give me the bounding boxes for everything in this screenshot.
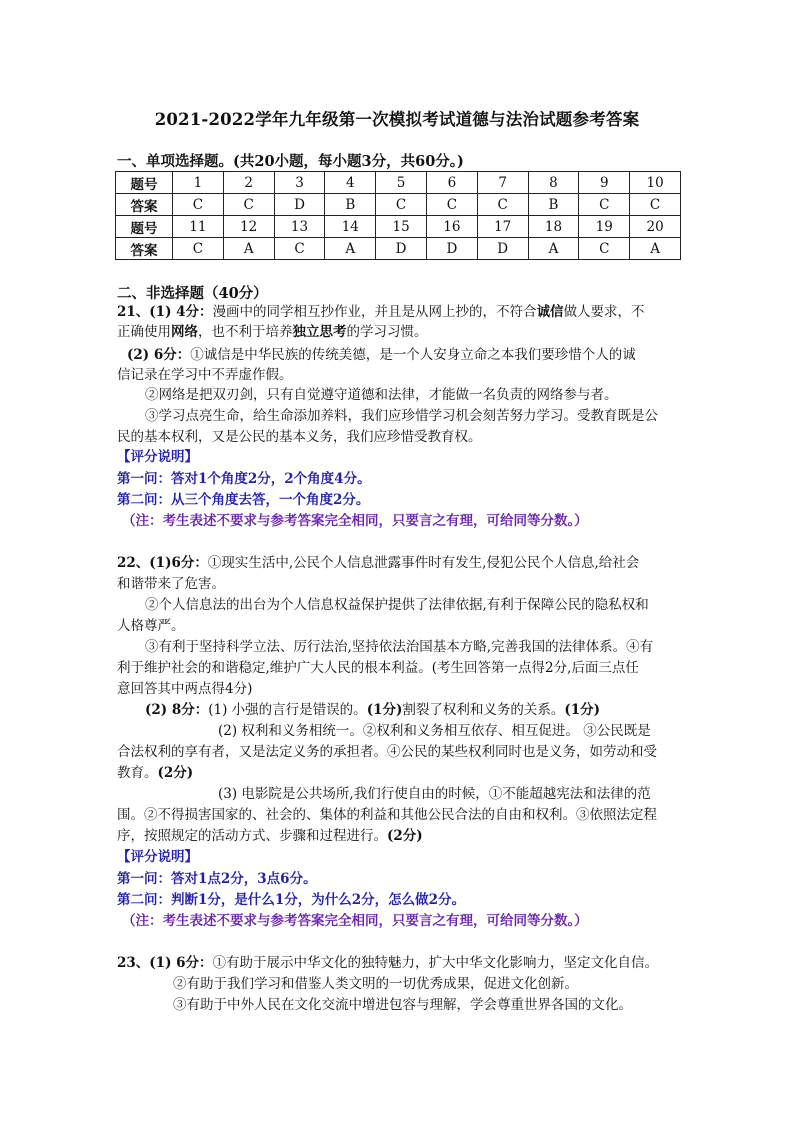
table-cell: 13: [274, 216, 325, 238]
table-cell: C: [274, 238, 325, 260]
table-cell: A: [528, 238, 579, 260]
table-cell: 3: [274, 172, 325, 194]
table-cell: D: [274, 194, 325, 216]
table-cell: 8: [528, 172, 579, 194]
text-span: 正确使用: [117, 324, 171, 340]
text-span: 的学习习惯。: [346, 324, 428, 340]
q22-line: 和谐带来了危害。: [117, 576, 225, 592]
q21-line: 民的基本权利，又是公民的基本义务，我们应珍惜受教育权。: [117, 429, 482, 445]
q21-part2-label: (2) 6分：: [127, 347, 191, 363]
table-cell: A: [223, 238, 274, 260]
table-row: [116, 194, 681, 216]
table-cell: D: [426, 238, 477, 260]
table-cell: C: [477, 194, 528, 216]
q22-line: 人格尊严。: [117, 618, 185, 634]
row-label: 答案: [116, 194, 173, 216]
q22-line: [117, 763, 193, 783]
table-cell: 14: [325, 216, 376, 238]
text-span: 教育。: [117, 765, 158, 781]
table-cell: 4: [325, 172, 376, 194]
table-cell: 15: [376, 216, 427, 238]
table-cell: A: [325, 238, 376, 260]
text-span: ①现实生活中,公民个人信息泄露事件时有发生,侵犯公民个人信息,给社会: [207, 555, 640, 571]
table-cell: C: [579, 194, 630, 216]
table-cell: C: [173, 238, 224, 260]
scoring-note-heading: 【评分说明】: [117, 449, 198, 465]
text-span: 割裂了权利和义务的关系。: [402, 702, 565, 718]
table-cell: 20: [630, 216, 681, 238]
q23-line: [117, 953, 658, 973]
text-span: ①诚信是中华民族的传统美德，是一个人安身立命之本我们要珍惜个人的诚: [190, 347, 636, 363]
q21-line: [117, 302, 645, 322]
table-cell: 7: [477, 172, 528, 194]
table-cell: 12: [223, 216, 274, 238]
text-span: 序，按照规定的活动方式、步骤和过程进行。: [117, 828, 387, 844]
q23-line: ②有助于我们学习和借鉴人类文明的一切优秀成果，促进文化创新。: [173, 976, 578, 992]
scoring-remark: （注：考生表述不要求与参考答案完全相同，只要言之有理，可给同等分数。）: [122, 913, 588, 929]
table-cell: B: [325, 194, 376, 216]
q22-line: 围。②不得损害国家的、社会的、集体的利益和其他公民合法的自由和权利。③依照法定程: [117, 807, 657, 823]
table-row: [116, 216, 681, 238]
table-cell: C: [630, 194, 681, 216]
q22-line: [145, 700, 600, 720]
scoring-note: 第一问：答对1点2分，3点6分。: [117, 871, 317, 887]
section1-heading: 一、单项选择题。(共20小题，每小题3分，共60分。): [117, 153, 464, 170]
q22-line: ②个人信息法的出台为个人信息权益保护提供了法律依据,有利于保障公民的隐私权和: [145, 597, 649, 613]
table-cell: C: [426, 194, 477, 216]
q23-line: ③有助于中外人民在文化交流中增进包容与理解，学会尊重世界各国的文化。: [173, 997, 632, 1013]
q21-line: ③学习点亮生命，给生命添加养料，我们应珍惜学习机会刻苦努力学习。受教育既是公: [145, 408, 658, 424]
q21-part1-label: 21、(1) 4分：: [117, 304, 213, 320]
q23-part1-label: 23、(1) 6分：: [117, 955, 213, 971]
q22-line: 合法权利的享有者，又是法定义务的承担者。④公民的某些权利同时也是义务，如劳动和受: [117, 744, 657, 760]
q22-line: [117, 826, 423, 846]
q22-line: [117, 553, 639, 573]
scoring-note-heading: 【评分说明】: [117, 849, 198, 865]
table-cell: 2: [223, 172, 274, 194]
keyword: 诚信: [536, 304, 564, 320]
score-mark: (2分): [387, 828, 423, 844]
row-label: 答案: [116, 238, 173, 260]
q22-line: (3) 电影院是公共场所,我们行使自由的时候，①不能超越宪法和法律的范: [218, 786, 651, 802]
q21-line: [117, 322, 428, 342]
row-label: 题号: [116, 172, 173, 194]
score-mark: (2分): [157, 765, 194, 781]
table-cell: 9: [579, 172, 630, 194]
table-cell: 10: [630, 172, 681, 194]
table-cell: 6: [426, 172, 477, 194]
table-cell: A: [630, 238, 681, 260]
table-cell: D: [477, 238, 528, 260]
keyword: 网络: [171, 324, 198, 340]
text-span: 漫画中的同学相互抄作业，并且是从网上抄的，不符合: [212, 304, 537, 320]
q22-part2-label: (2) 8分：: [145, 702, 209, 718]
table-cell: 1: [173, 172, 224, 194]
text-span: ①有助于展示中华文化的独特魅力，扩大中华文化影响力，坚定文化自信。: [212, 955, 659, 971]
table-cell: C: [579, 238, 630, 260]
text-span: 做人要求，不: [563, 304, 645, 320]
scoring-remark: （注：考生表述不要求与参考答案完全相同，只要言之有理，可给同等分数。）: [122, 513, 588, 529]
score-mark: (1分): [366, 702, 403, 718]
table-row: [116, 172, 681, 194]
scoring-note: 第二问：判断1分，是什么1分，为什么2分，怎么做2分。: [117, 892, 466, 908]
q21-line: ②网络是把双刃剑，只有自觉遵守道德和法律，才能做一名负责的网络参与者。: [145, 387, 618, 403]
table-cell: D: [376, 238, 427, 260]
q22-line: 意回答其中两点得4分): [117, 681, 253, 697]
score-mark: (1分): [564, 702, 601, 718]
scoring-note: 第二问：从三个角度去答，一个角度2分。: [117, 492, 370, 508]
keyword: 独立思考: [292, 324, 347, 340]
q22-part1-label: 22、(1)6分：: [117, 555, 208, 571]
table-cell: 5: [376, 172, 427, 194]
text-span: (1) 小强的言行是错误的。: [208, 702, 367, 718]
table-cell: 17: [477, 216, 528, 238]
scoring-note: 第一问：答对1个角度2分，2个角度4分。: [117, 471, 371, 487]
table-cell: C: [376, 194, 427, 216]
answer-table: [115, 171, 681, 260]
table-cell: C: [223, 194, 274, 216]
table-cell: 19: [579, 216, 630, 238]
table-cell: 11: [173, 216, 224, 238]
q21-line: [127, 345, 636, 365]
table-cell: 18: [528, 216, 579, 238]
table-row: [116, 238, 681, 260]
section2-heading: 二、非选择题（40分）: [117, 285, 268, 302]
q21-line: 信记录在学习中不弄虚作假。: [117, 367, 293, 383]
q22-line: (2) 权利和义务相统一。②权利和义务相互依存、相互促进。 ③公民既是: [218, 723, 651, 739]
table-cell: 16: [426, 216, 477, 238]
row-label: 题号: [116, 216, 173, 238]
page-title: 2021-2022学年九年级第一次模拟考试道德与法治试题参考答案: [154, 110, 640, 129]
q22-line: 利于维护社会的和谐稳定,维护广大人民的根本利益。(考生回答第一点得2分,后面三点任: [117, 660, 639, 676]
text-span: ，也不利于培养: [198, 324, 293, 340]
table-cell: B: [528, 194, 579, 216]
table-cell: C: [173, 194, 224, 216]
q22-line: ③有利于坚持科学立法、厉行法治,坚持依法治国基本方略,完善我国的法律体系。④有: [145, 639, 654, 655]
